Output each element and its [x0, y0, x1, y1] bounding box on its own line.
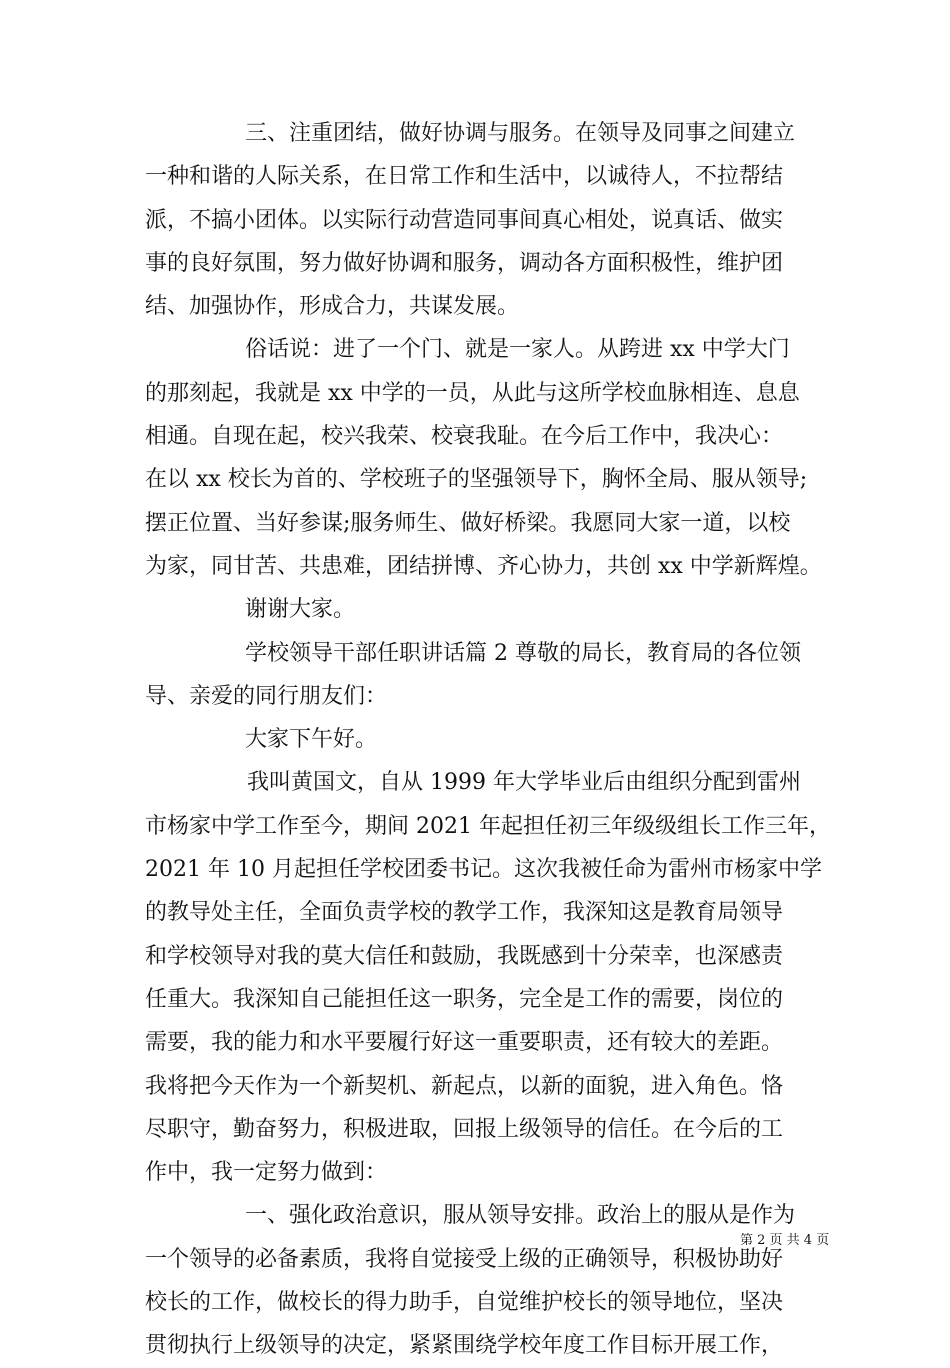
text-line: 在以 xx 校长为首的、学校班子的坚强领导下，胸怀全局、服从领导; — [145, 467, 808, 493]
text-line: 尽职守，勤奋努力，积极进取，回报上级领导的信任。在今后的工 — [145, 1116, 784, 1142]
text-line: 摆正位置、当好参谋;服务师生、做好桥梁。我愿同大家一道，以校 — [145, 510, 791, 536]
text-line: 市杨家中学工作至今，期间 2021 年起担任初三年级级组长工作三年， — [145, 813, 831, 839]
page-number-footer: 第 2 页 共 4 页 — [740, 1233, 830, 1248]
text-line: 一个领导的必备素质，我将自觉接受上级的正确领导，积极协助好 — [145, 1246, 784, 1272]
text-line: 为家，同甘苦、共患难，团结拼博、齐心协力，共创 xx 中学新辉煌。 — [145, 553, 822, 579]
text-line: 导、亲爱的同行朋友们： — [145, 683, 388, 709]
text-line: 校长的工作，做校长的得力助手，自觉维护校长的领导地位，坚决 — [145, 1290, 784, 1316]
text-line: 学校领导干部任职讲话篇 2 尊敬的局长，教育局的各位领 — [245, 640, 801, 666]
text-line: 谢谢大家。 — [245, 597, 356, 623]
text-line: 的教导处主任，全面负责学校的教学工作，我深知这是教育局领导 — [145, 900, 784, 926]
text-line: 派，不搞小团体。以实际行动营造同事间真心相处，说真话、做实 — [145, 207, 784, 233]
text-line: 我叫黄国文，自从 1999 年大学毕业后由组织分配到雷州 — [247, 770, 801, 796]
text-line: 一种和谐的人际关系，在日常工作和生活中，以诚待人，不拉帮结 — [145, 164, 784, 190]
text-line: 大家下午好。 — [245, 727, 378, 753]
text-line: 任重大。我深知自己能担任这一职务，完全是工作的需要，岗位的 — [145, 986, 784, 1012]
text-line: 俗话说：进了一个门、就是一家人。从跨进 xx 中学大门 — [245, 337, 790, 363]
text-line: 我将把今天作为一个新契机、新起点，以新的面貌，进入角色。恪 — [145, 1073, 784, 1099]
text-line: 需要，我的能力和水平要履行好这一重要职责，还有较大的差距。 — [145, 1030, 784, 1056]
text-line: 的那刻起，我就是 xx 中学的一员，从此与这所学校血脉相连、息息 — [145, 380, 800, 406]
document-body — [145, 112, 831, 1368]
text-line: 相通。自现在起，校兴我荣、校衰我耻。在今后工作中，我决心： — [145, 424, 784, 450]
text-line: 结、加强协作，形成合力，共谋发展。 — [145, 294, 520, 320]
text-line: 事的良好氛围，努力做好协调和服务，调动各方面积极性，维护团 — [145, 250, 784, 276]
text-line: 2021 年 10 月起担任学校团委书记。这次我被任命为雷州市杨家中学 — [145, 857, 822, 883]
text-line: 一、强化政治意识，服从领导安排。政治上的服从是作为 — [245, 1203, 796, 1229]
text-line: 贯彻执行上级领导的决定，紧紧围绕学校年度工作目标开展工作， — [145, 1333, 784, 1359]
text-line: 三、注重团结，做好协调与服务。在领导及同事之间建立 — [245, 121, 796, 146]
text-line: 作中，我一定努力做到： — [145, 1160, 388, 1186]
text-line: 和学校领导对我的莫大信任和鼓励，我既感到十分荣幸，也深感责 — [145, 943, 784, 969]
